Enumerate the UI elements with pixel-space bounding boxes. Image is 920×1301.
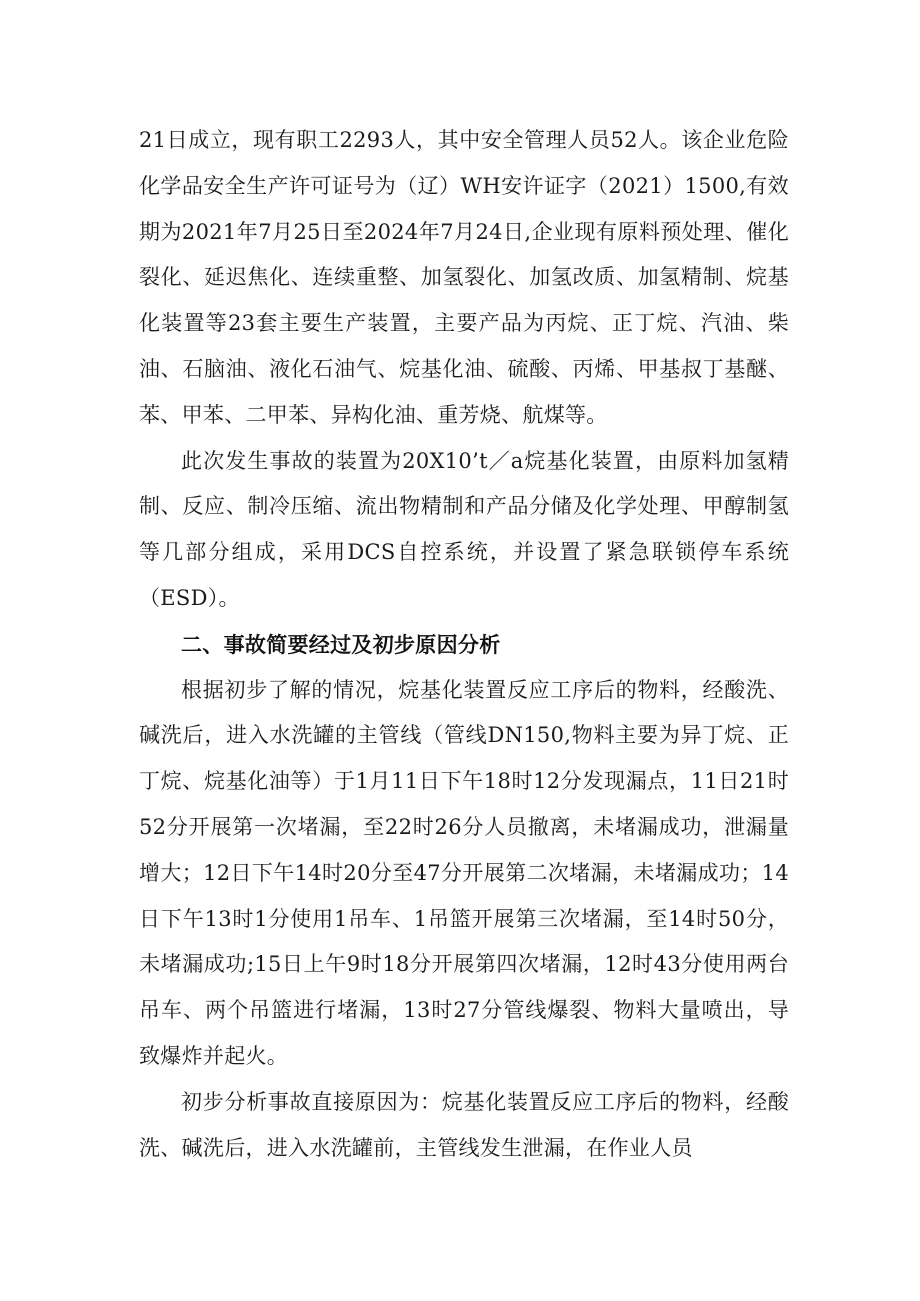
- section-heading-accident-process: 二、事故简要经过及初步原因分析: [181, 631, 501, 657]
- paragraph-cause-analysis: 初步分析事故直接原因为：烷基化装置反应工序后的物料，经酸洗、碱洗后，进入水洗罐前，主管线发生泄漏，在作业人员: [139, 1089, 789, 1160]
- document-body: [139, 118, 789, 1171]
- paragraph-accident-timeline: 根据初步了解的情况，烷基化装置反应工序后的物料，经酸洗、碱洗后，进入水洗罐的主管线（管线DN150,物料主要为异丁烷、正丁烷、烷基化油等）于1月11日下午18时12分发现漏点，11日21时52分开展第一次堵漏，至22时26分人员撤离，未堵漏成功，泄漏量增大；12日下午14时20分至47分开展第二次堵漏，未堵漏成功；14日下午13时1分使用1吊车、1吊篮开展第三次堵漏，至14时50分，未堵漏成功;15日上午9时18分开展第四次堵漏，12时43分使用两台吊车、两个吊篮进行堵漏，13时27分管线爆裂、物料大量喷出，导致爆炸并起火。: [139, 677, 789, 1068]
- paragraph-device-description: 此次发生事故的装置为20X10’t／a烷基化装置，由原料加氢精制、反应、制冷压缩、流出物精制和产品分储及化学处理、甲醇制氢等几部分组成，采用DCS自控系统，并设置了紧急联锁停车系统（ESD）。: [139, 448, 789, 610]
- paragraph-company-overview: 21日成立，现有职工2293人，其中安全管理人员52人。该企业危险化学品安全生产许可证号为（辽）WH安许证字（2021）1500,有效期为2021年7月25日至2024年7月24日,企业现有原料预处理、催化裂化、延迟焦化、连续重整、加氢裂化、加氢改质、加氢精制、烷基化装置等23套主要生产装置，主要产品为丙烷、正丁烷、汽油、柴油、石脑油、液化石油气、烷基化油、硫酸、丙烯、甲基叔丁基醚、苯、甲苯、二甲苯、异构化油、重芳烧、航煤等。: [139, 128, 789, 427]
